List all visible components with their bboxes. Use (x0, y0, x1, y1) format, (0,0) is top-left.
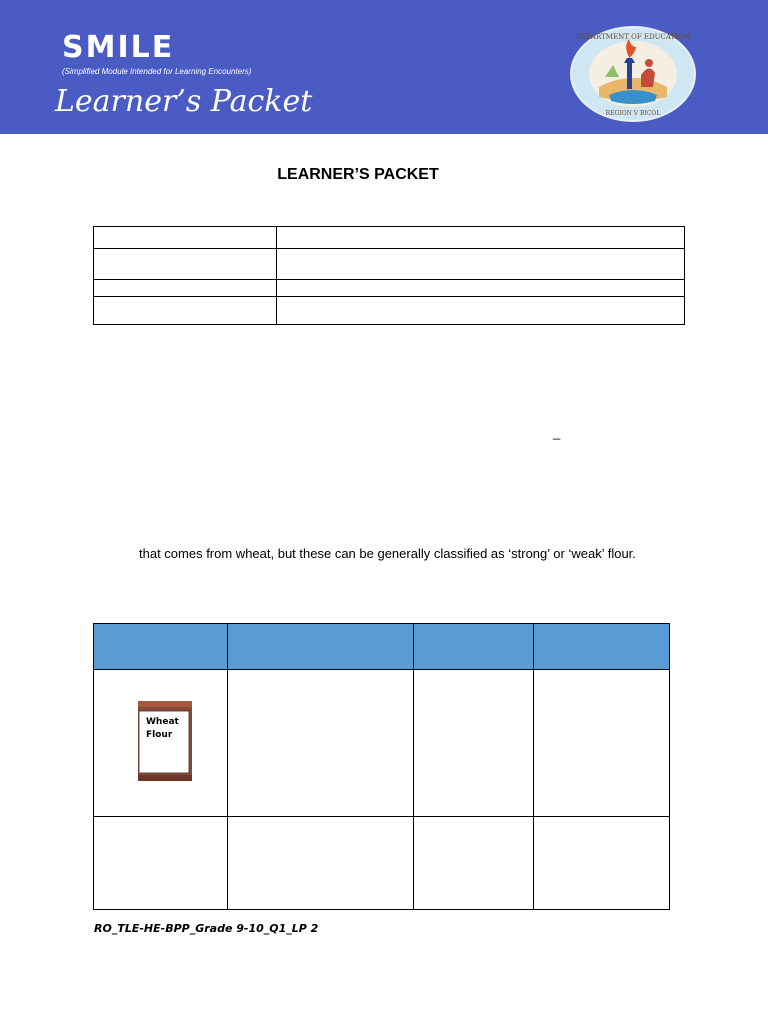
info-table (93, 226, 685, 325)
header-cell (94, 624, 228, 670)
flour-table (93, 623, 670, 910)
table-cell (534, 670, 670, 817)
brand-logo: SMILE (62, 30, 175, 65)
info-label-cell (94, 280, 277, 297)
table-cell (534, 817, 670, 910)
brand-script-title: Learner’s Packet (55, 84, 313, 119)
seal-bottom-text: REGION V BICOL (605, 110, 661, 117)
header-banner (0, 0, 768, 134)
table-cell (94, 817, 228, 910)
table-row (94, 670, 670, 817)
info-row (94, 280, 685, 297)
table-cell (228, 670, 414, 817)
info-value-cell (277, 280, 685, 297)
info-label-cell (94, 249, 277, 280)
wheat-flour-bag-icon (138, 701, 192, 781)
info-row (94, 227, 685, 249)
deped-seal-icon (569, 25, 697, 123)
table-row (94, 817, 670, 910)
bag-label-line1: Wheat (146, 716, 179, 727)
table-cell (414, 670, 534, 817)
footer-code: RO_TLE-HE-BPP_Grade 9-10_Q1_LP 2 (94, 922, 319, 935)
body-paragraph: that comes from wheat, but these can be generally classified as ‘strong’ or ‘weak’ flour. (139, 546, 636, 561)
info-label-cell (94, 227, 277, 249)
body-dash: _ (553, 425, 561, 440)
info-value-cell (277, 249, 685, 280)
image-cell (94, 670, 228, 817)
header-cell (228, 624, 414, 670)
header-cell (534, 624, 670, 670)
info-row (94, 249, 685, 280)
info-row (94, 297, 685, 325)
info-value-cell (277, 297, 685, 325)
info-value-cell (277, 227, 685, 249)
flour-table-header (94, 624, 670, 670)
brand-subtitle: (Simplified Module Intended for Learning Encounters) (62, 67, 252, 76)
table-cell (414, 817, 534, 910)
info-label-cell (94, 297, 277, 325)
packet-title: LEARNER’S PACKET (277, 166, 439, 183)
header-cell (414, 624, 534, 670)
bag-label-line2: Flour (146, 729, 173, 740)
seal-top-text: DEPARTMENT OF EDUCATION (576, 33, 690, 41)
table-cell (228, 817, 414, 910)
